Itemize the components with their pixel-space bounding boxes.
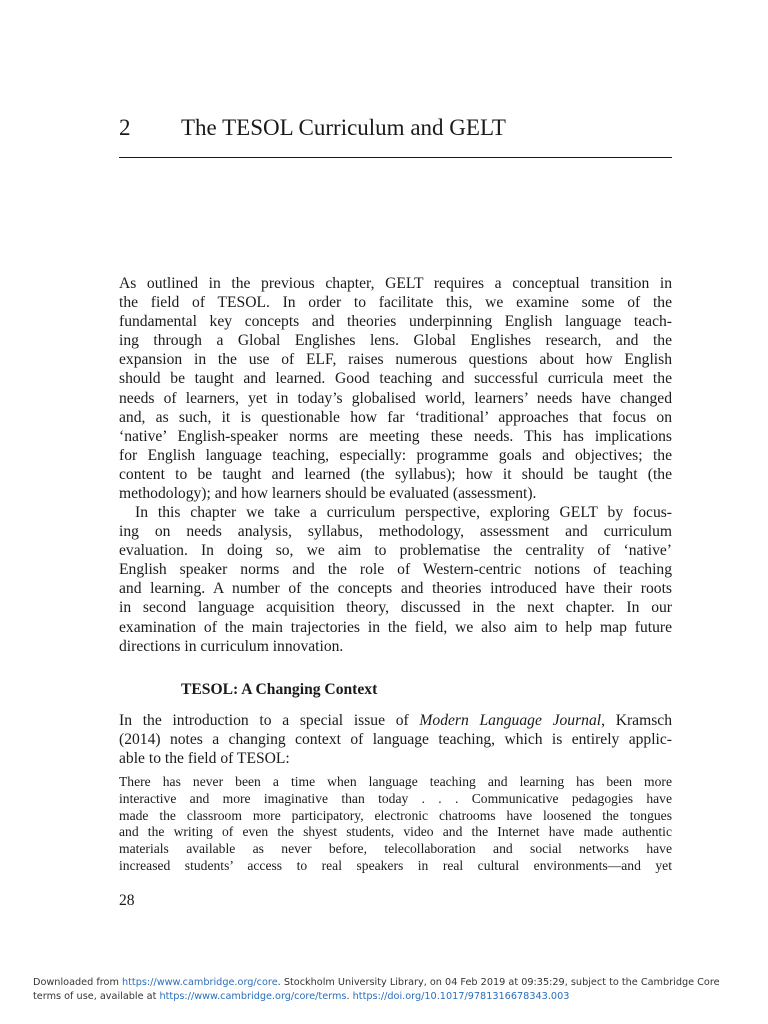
- paragraph-line: evaluation. In doing so, we aim to problematise the centrality of ‘native’: [119, 542, 672, 560]
- paragraph-line: directions in curriculum innovation.: [119, 637, 344, 655]
- text-run: In the introduction to a special issue of: [119, 712, 420, 729]
- section-paragraph: [119, 711, 672, 768]
- paragraph-line: fundamental key concepts and theories underpinning English language teach-: [119, 313, 672, 331]
- footer-line-2: [33, 990, 753, 1004]
- quote-line: increased students’ access to real speakers in real cultural environments—and yet: [119, 857, 672, 873]
- paragraph-line: the field of TESOL. In order to facilitate this, we examine some of the: [119, 294, 672, 312]
- quote-line: interactive and more imaginative than today . . . Communicative pedagogies have: [119, 790, 672, 806]
- intro-paragraph-1: [119, 274, 672, 503]
- page-number: 28: [119, 892, 135, 909]
- terms-link[interactable]: https://www.cambridge.org/core/terms: [159, 991, 347, 1002]
- paragraph-line: expansion in the use of ELF, raises numerous questions about how English: [119, 351, 672, 369]
- section-heading: TESOL: A Changing Context: [181, 681, 378, 698]
- quote-line: There has never been a time when language teaching and learning has been more: [119, 774, 672, 789]
- footer-text: Downloaded from: [33, 977, 122, 988]
- footer-text: terms of use, available at: [33, 991, 160, 1002]
- paragraph-line: needs of learners, yet in today’s globalised world, learners’ needs have changed: [119, 389, 672, 407]
- quote-line: and the writing of even the shyest students, video and the Internet have made authentic: [119, 824, 672, 840]
- footer-text: .: [346, 991, 353, 1002]
- paragraph-line: (2014) notes a changing context of language teaching, which is entirely applic-: [119, 731, 672, 749]
- chapter-title: The TESOL Curriculum and GELT: [181, 115, 506, 140]
- paragraph-line: and learning. A number of the concepts and theories introduced have their roots: [119, 580, 672, 598]
- quote-line: materials available as never before, telecollaboration and social networks have: [119, 841, 672, 857]
- chapter-heading: [119, 112, 672, 144]
- chapter-rule-divider: [119, 157, 672, 158]
- download-footer: [33, 976, 753, 1004]
- chapter-number: 2: [119, 115, 131, 140]
- paragraph-line: In this chapter we take a curriculum perspective, exploring GELT by focus-: [135, 504, 672, 521]
- footer-line-1: [33, 976, 753, 990]
- intro-paragraph-2: [119, 503, 672, 656]
- paragraph-line: English speaker norms and the role of Western-centric notions of teaching: [119, 561, 672, 579]
- text-run: , Kramsch: [601, 712, 672, 729]
- paragraph-line: examination of the main trajectories in the field, we also aim to help map future: [119, 618, 672, 636]
- journal-title: Modern Language Journal: [419, 712, 602, 729]
- doi-link[interactable]: https://doi.org/10.1017/9781316678343.003: [352, 991, 570, 1002]
- paragraph-line: in second language acquisition theory, discussed in the next chapter. In our: [119, 599, 672, 617]
- paragraph-line: and, as such, it is questionable how far ‘traditional’ approaches that focus on: [119, 408, 672, 426]
- paragraph-line: for English language teaching, especially: programme goals and objectives; the: [119, 446, 672, 464]
- paragraph-line: should be taught and learned. Good teaching and successful curricula meet the: [119, 370, 672, 388]
- paragraph-line: ‘native’ English-speaker norms are meeting these needs. This has implications: [119, 427, 672, 445]
- cambridge-core-link[interactable]: https://www.cambridge.org/core: [121, 977, 278, 988]
- paragraph-line: ing on needs analysis, syllabus, methodology, assessment and curriculum: [119, 523, 672, 541]
- paragraph-line: methodology); and how learners should be evaluated (assessment).: [119, 485, 537, 503]
- paragraph-line: As outlined in the previous chapter, GELT requires a conceptual transition in: [119, 275, 672, 292]
- quote-line: made the classroom more participatory, electronic chatrooms have loosened the tongues: [119, 807, 672, 823]
- paragraph-line: content to be taught and learned (the syllabus); how it should be taught (the: [119, 465, 672, 483]
- paragraph-line: able to the field of TESOL:: [119, 750, 290, 768]
- paragraph-line: [119, 711, 672, 730]
- block-quote: [119, 774, 672, 875]
- paragraph-line: ing through a Global Englishes lens. Global Englishes research, and the: [119, 332, 672, 350]
- footer-text: . Stockholm University Library, on 04 Feb 2019 at 09:35:29, subject to the Cambridge Core: [277, 977, 720, 988]
